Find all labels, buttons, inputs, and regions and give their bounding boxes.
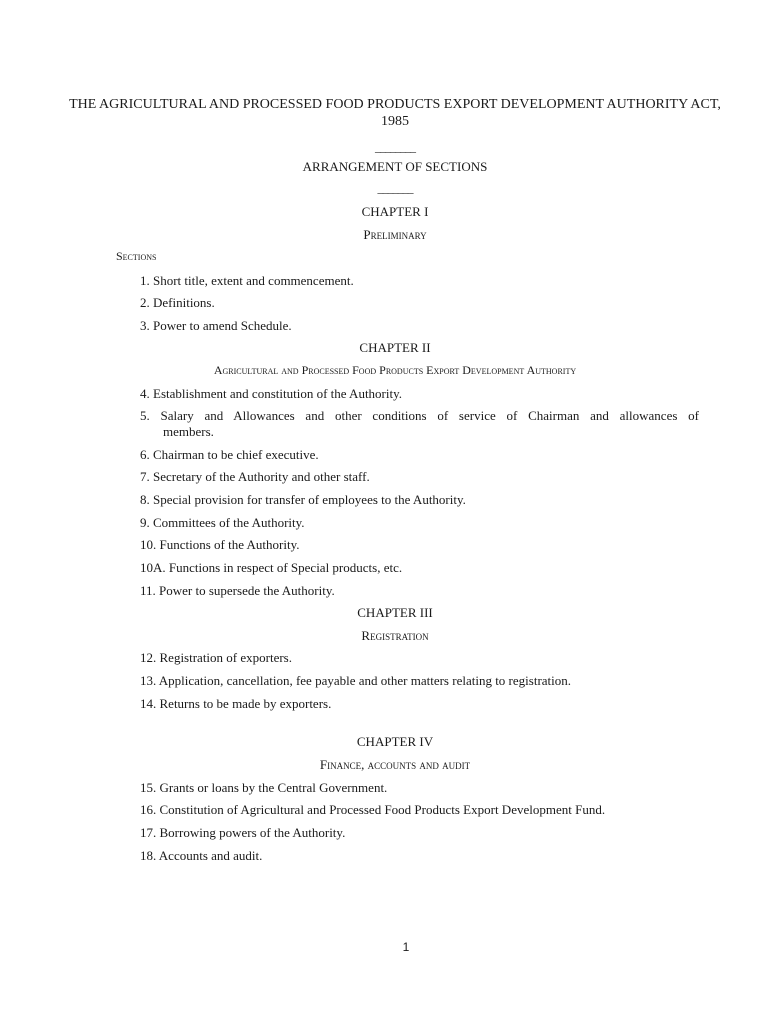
section-item: 10. Functions of the Authority.	[140, 537, 300, 552]
section-item: 7. Secretary of the Authority and other staff.	[140, 469, 370, 484]
chapter-2-heading: CHAPTER II	[359, 340, 431, 355]
chapter-4-heading: CHAPTER IV	[356, 734, 434, 749]
chapter-2-subheading: Agricultural and Processed Food Products Export Development Authority	[213, 363, 577, 377]
arrangement-heading: ARRANGEMENT OF SECTIONS	[302, 159, 488, 174]
section-item: 8. Special provision for transfer of employees to the Authority.	[140, 492, 466, 507]
section-item: 1. Short title, extent and commencement.	[140, 273, 354, 288]
top-rule: ________	[375, 140, 415, 154]
page-number: 1	[402, 940, 410, 954]
section-item: 18. Accounts and audit.	[140, 848, 263, 863]
chapter-1-subheading: Preliminary	[363, 227, 427, 242]
section-item-line: 5. Salary and Allowances and other conditions of service of Chairman and allowances of	[140, 408, 699, 423]
section-item: 4. Establishment and constitution of the Authority.	[140, 386, 403, 401]
section-item: 11. Power to supersede the Authority.	[140, 583, 335, 598]
section-item: 14. Returns to be made by exporters.	[140, 696, 332, 711]
sections-label: Sections	[116, 249, 157, 263]
section-item-continuation: members.	[163, 424, 214, 439]
section-item: 15. Grants or loans by the Central Government.	[140, 780, 388, 795]
chapter-1-heading: CHAPTER I	[361, 204, 429, 219]
section-item: 16. Constitution of Agricultural and Processed Food Products Export Development Fund.	[140, 802, 606, 817]
section-item: 3. Power to amend Schedule.	[140, 318, 292, 333]
section-item: 6. Chairman to be chief executive.	[140, 447, 319, 462]
section-item: 10A. Functions in respect of Special products, etc.	[140, 560, 403, 575]
section-item: 13. Application, cancellation, fee payable and other matters relating to registration.	[140, 673, 572, 688]
section-item	[140, 408, 699, 440]
chapter-4-subheading: Finance, accounts and audit	[319, 757, 471, 772]
section-item: 9. Committees of the Authority.	[140, 515, 305, 530]
chapter-3-heading: CHAPTER III	[357, 605, 433, 620]
section-item: 17. Borrowing powers of the Authority.	[140, 825, 346, 840]
act-title: THE AGRICULTURAL AND PROCESSED FOOD PRODUCTS EXPORT DEVELOPMENT AUTHORITY ACT, 1985	[69, 97, 721, 129]
bottom-rule: _______	[377, 181, 413, 195]
section-item: 12. Registration of exporters.	[140, 650, 292, 665]
section-item: 2. Definitions.	[140, 295, 215, 310]
chapter-3-subheading: Registration	[361, 628, 429, 643]
